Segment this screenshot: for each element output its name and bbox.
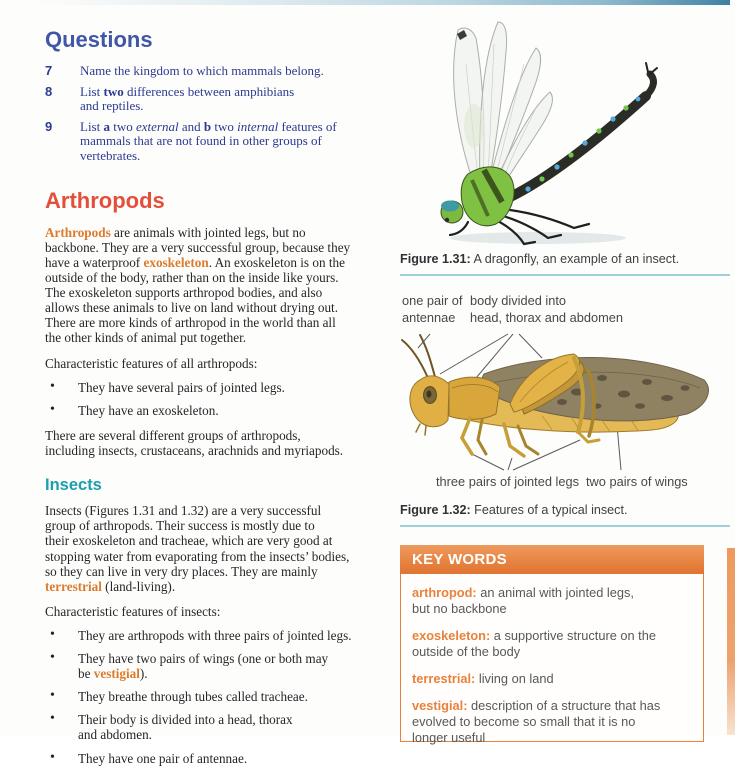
question-item-8 (45, 85, 401, 114)
main-text-column (45, 28, 401, 776)
question-item-7 (45, 64, 401, 79)
dragonfly-tail-cerci (646, 63, 657, 74)
arthropods-section (45, 189, 401, 458)
dragonfly-eye (441, 201, 459, 212)
questions-section (45, 28, 401, 164)
list-item: • They are arthropods with three pairs of jointed legs. (45, 628, 401, 643)
arthropods-paragraph: Arthropods are animals with jointed legs, but no backbone. They are a very successful group, because they have a waterproof exoskeleton. An exoskeleton is on the outside of the body, rather than on the inside like yours. The exoskeleton supports arthropod bodies, and also allows these animals to live on land without drying out. There are more kinds of arthropod in the world than all the other kinds of animal put together. (45, 224, 351, 346)
dragonfly-tail-tip (646, 74, 653, 96)
insects-paragraph: Insects (Figures 1.31 and 1.32) are a very successful group of arthropods. Their success is mostly due to their exoskeleton and tracheae, which are very good at stopping water from evaporating from the insects’ bodies, so they can live in very dry places. They are mainly terrestrial (land-living). (45, 503, 350, 594)
key-word-entry-arthropod: arthropod: an animal with jointed legs, but no backbone (412, 585, 634, 616)
question-text: List a two external and b two internal features of mammals that are not found in other groups of vertebrates. (80, 118, 337, 164)
list-item: • They have several pairs of jointed legs. (45, 380, 401, 395)
arthropod-features-list (45, 380, 401, 418)
question-text: Name the kingdom to which mammals belong. (80, 63, 324, 79)
list-item: • They have one pair of antennae. (45, 751, 401, 766)
arthropod-features-intro: Characteristic features of all arthropods: (45, 355, 258, 371)
grasshopper-mouthparts (416, 424, 426, 435)
grasshopper-antennae (402, 335, 435, 378)
insects-heading: Insects (45, 475, 102, 494)
questions-heading: Questions (45, 27, 153, 52)
insect-features-list (45, 628, 401, 766)
arthropods-heading: Arthropods (45, 187, 165, 213)
list-item: • They have two pairs of wings (one or both may be vestigial). (45, 651, 401, 681)
figure-caption-text: A dragonfly, an example of an insect. (470, 252, 680, 266)
list-item: • Their body is divided into a head, thorax and abdomen. (45, 712, 401, 742)
insect-features-intro: Characteristic features of insects: (45, 603, 221, 619)
dragonfly-shadow (450, 232, 626, 244)
page-edge-strip (727, 548, 735, 735)
figure-1-31-caption (400, 252, 679, 266)
key-word-entry-vestigial: vestigial: description of a structure that has evolved to become so small that it is no longer useful (412, 698, 661, 745)
question-item-9 (45, 120, 401, 164)
insects-section (45, 477, 401, 766)
label-two-pairs-of-wings: two pairs of wings (586, 474, 688, 489)
label-one-pair-of-antennae: one pair of antennae (402, 293, 463, 325)
list-item: • They breathe through tubes called tracheae. (45, 689, 401, 704)
question-number: 7 (45, 63, 53, 79)
grasshopper-pupil (427, 391, 432, 398)
key-word-entry-terrestrial: terrestrial: living on land (412, 671, 554, 686)
dragonfly-mouth (445, 218, 449, 222)
caption-rule (400, 274, 730, 276)
figure-1-32-caption (400, 503, 627, 517)
arthropod-groups-paragraph: There are several different groups of arthropods, including insects, crustaceans, arachnids and myriapods. (45, 427, 344, 458)
key-words-box (400, 545, 704, 745)
caption-rule (400, 525, 730, 527)
dragonfly-image (408, 4, 726, 248)
question-number: 8 (45, 83, 53, 99)
figure-caption-text: Features of a typical insect. (470, 503, 628, 517)
key-word-entry-exoskeleton: exoskeleton: a supportive structure on the outside of the body (412, 628, 656, 659)
grasshopper-pronotum (449, 377, 500, 419)
key-words-header: KEY WORDS (400, 545, 704, 574)
list-item: • They have an exoskeleton. (45, 403, 401, 418)
label-three-pairs-of-legs: three pairs of jointed legs (436, 474, 579, 489)
question-number: 9 (45, 118, 53, 134)
figure-label: Figure 1.32: (400, 503, 471, 517)
question-text: List two differences between amphibians and reptiles. (80, 83, 295, 114)
label-body-divided: body divided into head, thorax and abdomen (470, 293, 623, 325)
key-words-body (400, 574, 704, 745)
wing-tint (464, 104, 484, 148)
figure-label: Figure 1.31: (400, 252, 471, 266)
